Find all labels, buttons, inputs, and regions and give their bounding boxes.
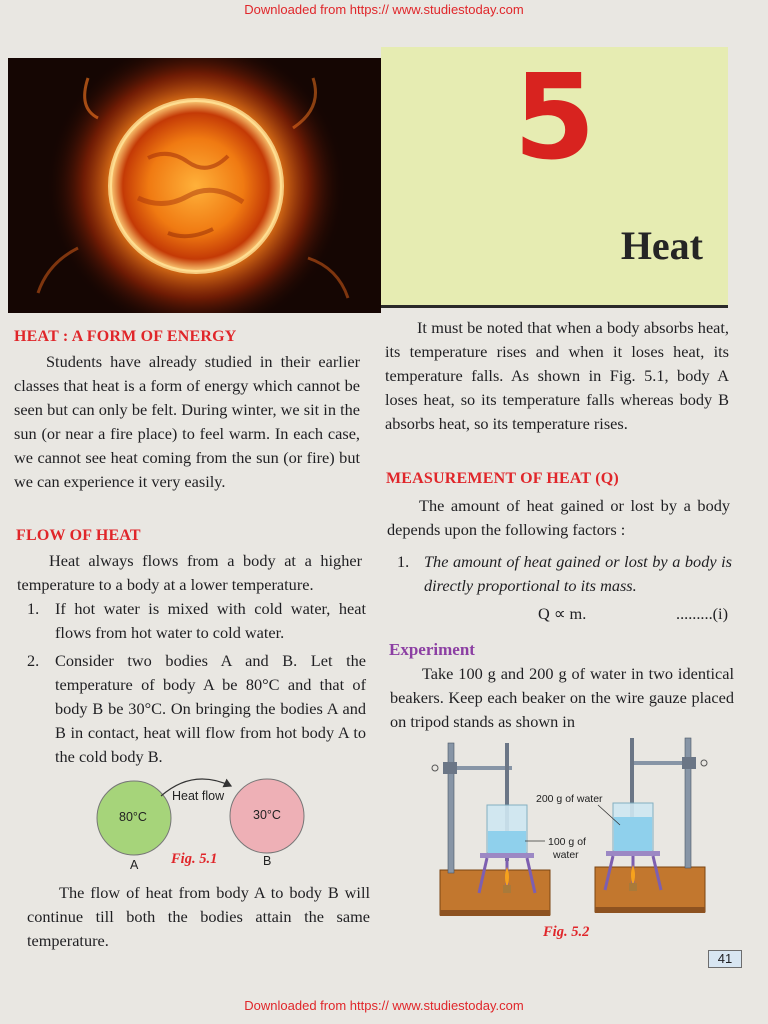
left-clamp-arm <box>454 766 512 770</box>
factor-mass-statement: The amount of heat gained or lost by a body is directly proportional to its mass. <box>424 552 732 595</box>
chapter-title: Heat <box>620 223 703 268</box>
right-clamp-arm <box>630 761 686 765</box>
body-a-temperature: 80°C <box>119 810 147 824</box>
paragraph-heat-energy: Students have already studied in their earlier classes that heat is a form of energy which cannot be seen but can only be felt. During winter, we sit in the sun (or near a fire place) to feel warm. In each case, we cannot see heat coming from the sun (or fire) but we can experience it very easily. <box>14 352 360 491</box>
figure-5-1-caption: Fig. 5.1 <box>171 851 218 867</box>
factor-number: 1. <box>397 552 410 571</box>
list-text: If hot water is mixed with cold water, heat flows from hot water to cold water. <box>55 599 366 642</box>
water-200g <box>614 817 652 851</box>
body-a-label: A <box>130 858 139 872</box>
list-item <box>17 597 366 645</box>
right-gauze <box>606 851 660 856</box>
experiment-heading: Experiment <box>389 640 475 659</box>
watermark-bottom: Downloaded from https:// www.studiestoday.com <box>244 998 524 1013</box>
left-gauze <box>480 853 534 858</box>
body-b-label: B <box>263 854 272 868</box>
equation-reference: .........(i) <box>676 604 728 623</box>
paragraph-temperature-change: It must be noted that when a body absorbs heat, its temperature rises and when it loses heat, its temperature falls. As shown in Fig. 5.1, body A loses heat, so its temperature falls whereas body B absorbs heat, so its temperature rises. <box>385 318 729 433</box>
section-heading-measurement: MEASUREMENT OF HEAT (Q) <box>386 470 619 487</box>
sun-image <box>8 58 381 313</box>
figure-5-2-caption: Fig. 5.2 <box>543 924 590 940</box>
page-number: 41 <box>708 950 742 968</box>
equation-q-proportional-m: Q ∝ m. <box>538 604 587 623</box>
list-number: 1. <box>27 599 40 618</box>
section-heading-flow-of-heat: FLOW OF HEAT <box>16 527 141 544</box>
figure-5-2-apparatus <box>425 735 715 925</box>
water-100g <box>488 831 526 853</box>
label-200g-water: 200 g of water <box>536 793 603 805</box>
paragraph-equilibrium: The flow of heat from body A to body B will continue till both the bodies attain the same temperature. <box>27 883 370 950</box>
paragraph-experiment: Take 100 g and 200 g of water in two identical beakers. Keep each beaker on the wire gauze placed on tripod stands as shown in <box>390 664 734 731</box>
chapter-number: 5 <box>513 48 596 186</box>
paragraph-factors-intro: The amount of heat gained or lost by a body depends upon the following factors : <box>387 496 730 539</box>
banner-divider <box>381 305 728 308</box>
label-100g-water-line1: 100 g of <box>548 836 586 848</box>
list-text: Consider two bodies A and B. Let the temperature of body A be 80°C and that of body B be 30°C. On bringing the bodies A and B in contact, heat will flow from hot body A to the cold body B. <box>55 651 366 766</box>
paragraph-flow-of-heat: Heat always flows from a body at a higher temperature to a body at a lower temperature. <box>17 551 362 594</box>
list-item <box>17 649 366 769</box>
list-number: 2. <box>27 651 40 670</box>
label-100g-water-line2: water <box>553 849 579 861</box>
flow-examples-list <box>17 597 366 773</box>
right-base <box>595 867 705 912</box>
watermark-top: Downloaded from https:// www.studiestoday.com <box>244 2 524 17</box>
heat-flow-label: Heat flow <box>172 789 225 803</box>
section-heading-heat-energy: HEAT : A FORM OF ENERGY <box>14 328 237 345</box>
body-b-temperature: 30°C <box>253 808 281 822</box>
